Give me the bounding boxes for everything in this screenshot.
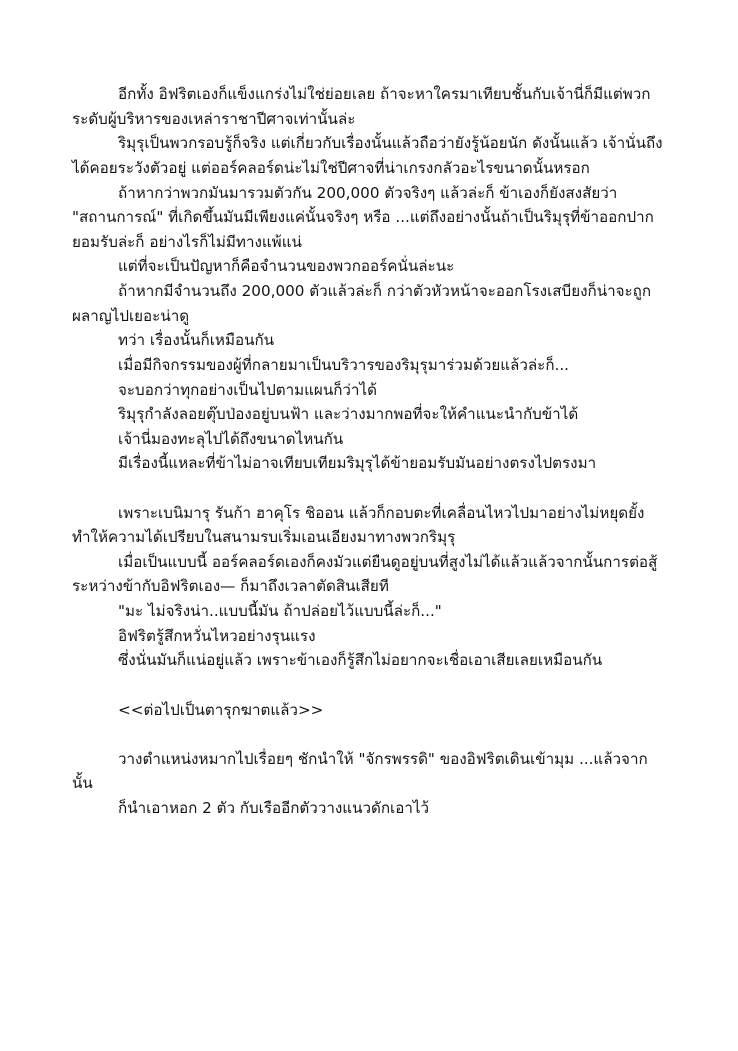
paragraph: ถ้าหากว่าพวกมันมารวมตัวกัน 200,000 ตัวจริงๆ แล้วล่ะก็ ข้าเองก็ยังสงสัยว่า "สถานการณ์" ที่เกิดขึ้นมันมีเพียงแค่นั้นจริงๆ หรือ ...แต่ถึงอย่างนั้นถ้าเป็นริมุรุที่ข้าออกปากยอมรับล่ะก็ อย่างไรก็ไม่มีทางแพ้แน่	[72, 183, 654, 251]
paragraph: อีกทั้ง อิฟริตเองก็แข็งแกร่งไม่ใช่ย่อยเลย ถ้าจะหาใครมาเทียบชั้นกับเจ้านี่ก็มีแต่พวกระดับผู้บริหารของเหล่าราชาปีศาจเท่านั้นล่ะ	[72, 85, 651, 128]
paragraph: ริมุรุเป็นพวกรอบรู้ก็จริง แต่เกี่ยวกับเรื่องนั้นแล้วถือว่ายังรู้น้อยนัก ดังนั้นแล้ว เจ้านั่นถึงได้คอยระวังตัวอยู่ แต่ออร์คลอร์ดน่ะไม่ใช่ปีศาจที่น่าเกรงกลัวอะไรขนาดนั้นหรอก	[72, 134, 663, 177]
paragraph: มีเรื่องนี้แหละที่ข้าไม่อาจเทียบเทียมริมุรุได้ข้ายอมรับมันอย่างตรงไปตรงมา	[118, 454, 597, 473]
document-body	[72, 82, 666, 821]
paragraph-spacer	[72, 673, 666, 698]
paragraph: วางตำแหน่งหมากไปเรื่อยๆ ชักนำให้ "จักรพรรดิ" ของอิฟริตเดินเข้ามุม ...แล้วจากนั้น	[72, 749, 648, 793]
paragraph: เจ้านี่มองทะลุไปได้ถึงขนาดไหนกัน	[118, 429, 344, 448]
paragraph: ทว่า เรื่องนั้นก็เหมือนกัน	[118, 331, 275, 350]
paragraph-spacer	[72, 476, 666, 501]
paragraph: ริมุรุกำลังลอยตุ๊บป่องอยู่บนฟ้า และว่างมากพอที่จะให้คำแนะนำกับข้าได้	[118, 405, 579, 424]
paragraph: <<ต่อไปเป็นตารุกฆาตแล้ว>>	[118, 700, 324, 719]
paragraph: ถ้าหากมีจำนวนถึง 200,000 ตัวแล้วล่ะก็ กว่าตัวหัวหน้าจะออกโรงเสบียงก็น่าจะถูกผลาญไปเยอะน่าดู	[72, 282, 652, 325]
paragraph: เมื่อมีกิจกรรมของผู้ที่กลายมาเป็นบริวารของริมุรุมาร่วมด้วยแล้วล่ะก็...	[118, 355, 570, 374]
paragraph: อิฟริตรู้สึกหวั่นไหวอย่างรุนแรง	[118, 626, 316, 645]
paragraph-spacer	[72, 722, 666, 747]
paragraph: จะบอกว่าทุกอย่างเป็นไปตามแผนก็ว่าได้	[118, 380, 377, 399]
paragraph: "มะ ไม่จริงน่า..แบบนี้มัน ถ้าปล่อยไว้แบบนี้ล่ะก็..."	[118, 602, 442, 621]
paragraph: ก็นำเอาหอก 2 ตัว กับเรืออีกตัววางแนวดักเอาไว้	[118, 799, 430, 818]
paragraph: เมื่อเป็นแบบนี้ ออร์คลอร์ดเองก็คงมัวแต่ยืนดูอยู่บนที่สูงไม่ได้แล้วแล้วจากนั้นการต่อสู้ระหว่างข้ากับอิฟริตเอง— ก็มาถึงเวลาตัดสินเสียที	[72, 552, 658, 596]
paragraph: แต่ที่จะเป็นปัญหาก็คือจำนวนของพวกออร์คนั่นล่ะนะ	[118, 257, 455, 276]
paragraph: ซึ่งนั่นมันก็แน่อยู่แล้ว เพราะข้าเองก็รู้สึกไม่อยากจะเชื่อเอาเสียเลยเหมือนกัน	[118, 651, 603, 670]
paragraph: เพราะเบนิมารุ รันก้า ฮาคุโร ชิออน แล้วก็กอบตะที่เคลื่อนไหวไปมาอย่างไม่หยุดยั้งทำให้ความได้เปรียบในสนามรบเริ่มเอนเอียงมาทางพวกริมุรุ	[72, 503, 645, 547]
